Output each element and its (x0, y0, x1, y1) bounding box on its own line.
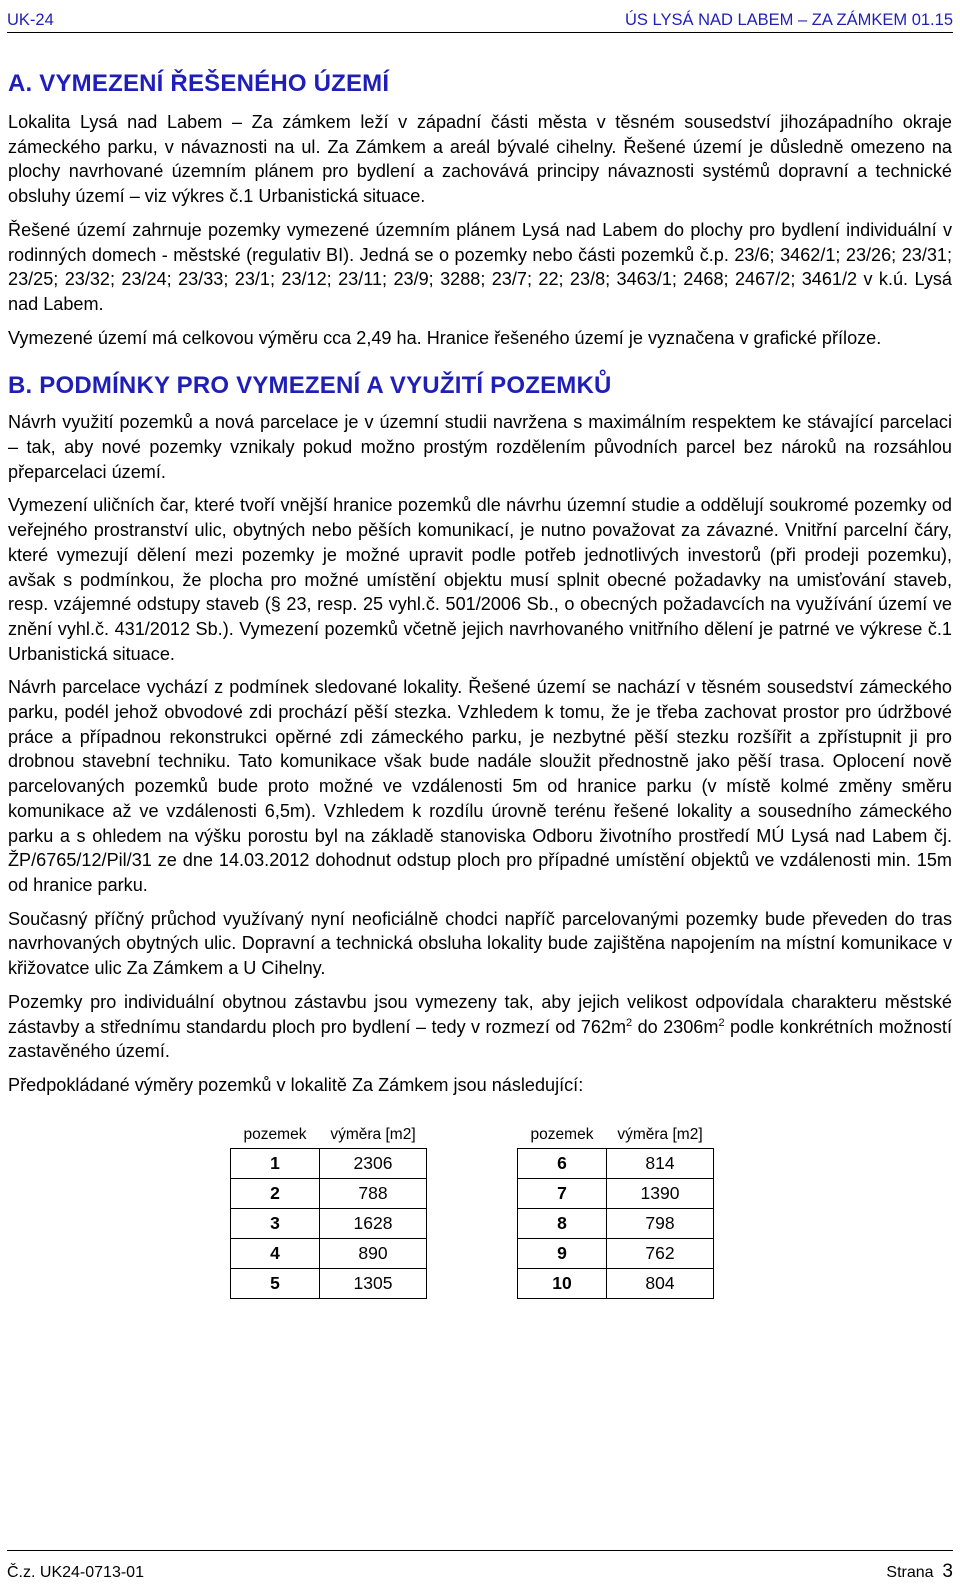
plot-number: 8 (518, 1208, 607, 1238)
section-b-paragraph-6: Předpokládané výměry pozemků v lokalitě Za Zámkem jsou následující: (8, 1074, 584, 1095)
plot-area: 890 (320, 1238, 427, 1268)
section-b-paragraph-1: Návrh využití pozemků a nová parcelace je v územní studii navržena s maximálním respektem ke stávající parcelaci – tak, aby nové pozemky vznikaly pokud možno prostým rozdělením původních parcel bez nároků na rozsáhlou přeparcelaci území. (8, 412, 952, 482)
header-title: ÚS LYSÁ NAD LABEM – ZA ZÁMKEM 01.15 (625, 11, 953, 29)
plot-area: 814 (607, 1148, 714, 1178)
paragraph-5-text-a: Pozemky pro individuální obytnou zástavbu jsou vymezeny tak, aby jejich velikost odpovídala charakteru městské zástavby a střednímu standardu ploch pro bydlení – tedy v rozmezí od 762m (8, 991, 952, 1037)
plot-area: 804 (607, 1268, 714, 1298)
footer-order-number: Č.z. UK24-0713-01 (7, 1564, 144, 1581)
table-row (231, 1268, 427, 1298)
table-header-plot: pozemek (243, 1125, 307, 1143)
page-indicator (886, 1561, 953, 1583)
table-row (518, 1238, 714, 1268)
section-b-paragraph-4: Současný příčný průchod využívaný nyní neoficiálně chodci napříč parcelovanými pozemky bude převeden do tras navrhovaných obytných ulic. Dopravní a technická obsluha lokality bude zajištěna napojením na místní komunikace v křižovatce ulic Za Zámkem a U Cihelny. (8, 908, 952, 979)
section-b-paragraph-2: Vymezení uličních čar, které tvoří vnější hranice pozemků dle návrhu územní studie a oddělují soukromé pozemky od veřejného prostranství ulic, obytných nebo pěších komunikací, je nutno považovat za závazné. Vnitřní parcelní čáry, které vymezují dělení mezi pozemky je možné upravit podle potřeb jednotlivých investorů (při prodeji pozemku), avšak s podmínkou, že plocha pro možné umístění objektu musí splnit obecné požadavky na umisťování staveb, resp. vzájemné odstupy staveb (§ 23, resp. 25 vyhl.č. 501/2006 Sb., o obecných požadavcích na využívání území ve znění vyhl.č. 431/2012 Sb.). Vymezení pozemků včetně jejich navrhovaného vnitřního dělení je patrné ve výkrese č.1 Urbanistická situace. (8, 495, 952, 664)
plot-area: 1628 (320, 1208, 427, 1238)
plot-number: 2 (231, 1178, 320, 1208)
plot-number: 5 (231, 1268, 320, 1298)
plot-area: 1390 (607, 1178, 714, 1208)
plot-number: 10 (518, 1268, 607, 1298)
plot-table-right (517, 1122, 714, 1299)
section-b-paragraph-5 (8, 990, 952, 1064)
plot-number: 9 (518, 1238, 607, 1268)
section-a-paragraph-2: Řešené území zahrnuje pozemky vymezené územním plánem Lysá nad Labem do plochy pro bydlení individuální v rodinných domech - městské (regulativ BI). Jedná se o pozemky nebo části pozemků č.p. 23/6; 3462/1; 23/26; 23/31; 23/25; 23/32; 23/24; 23/33; 23/1; 23/12; 23/11; 23/9; 3288; 23/7; 22; 23/8; 3463/1; 2468; 2467/2; 3461/2 v k.ú. Lysá nad Labem. (8, 219, 952, 314)
section-b-paragraph-3: Návrh parcelace vychází z podmínek sledované lokality. Řešené území se nachází v těsném sousedství zámeckého parku, podél jehož obvodové zdi prochází pěší stezka. Vzhledem k tomu, že je třeba zachovat prostor pro údržbové práce a případnou rekonstrukci opěrné zdi zámeckého parku, je nezbytné pěší stezku rozšířit a zpřístupnit ji pro drobnou stavební techniku. Tato komunikace však bude nadále sloužit přednostně jako pěší trasa. Oplocení nově parcelovaných pozemků bude proto možné ve vzdálenosti 5m od hranice parku (v místě kolmé změny směru komunikace až ve vzdálenosti 6,5m). Vzhledem k rozdílu úrovně terénu řešené lokality a sousedního zámeckého parku a s ohledem na výšku porostu byl na základě stanoviska Odboru životního prostředí MÚ Lysá nad Labem čj. ŽP/6765/12/Pil/31 ze dne 14.03.2012 dohodnut odstup ploch pro případné umístění objektů ve vzdálenosti min. 15m od hranice parku. (8, 677, 952, 895)
plot-area: 798 (607, 1208, 714, 1238)
plot-number: 4 (231, 1238, 320, 1268)
section-a-paragraph-3: Vymezené území má celkovou výměru cca 2,49 ha. Hranice řešeného území je vyznačena v grafické příloze. (8, 327, 882, 348)
table-header-area: výměra [m2] (330, 1125, 416, 1143)
plot-number: 1 (231, 1148, 320, 1178)
table-header-plot: pozemek (530, 1125, 594, 1143)
page-footer (7, 1550, 953, 1583)
paragraph-5-text-c: podle konkrétních možností zastavěného území. (8, 1016, 952, 1062)
header-code: UK-24 (7, 11, 54, 29)
plot-area: 762 (607, 1238, 714, 1268)
table-row (231, 1178, 427, 1208)
table-row (231, 1208, 427, 1238)
plot-number: 3 (231, 1208, 320, 1238)
table-row (518, 1208, 714, 1238)
paragraph-5-text-b: do 2306m (632, 1016, 719, 1037)
table-row (231, 1148, 427, 1178)
plot-area: 1305 (320, 1268, 427, 1298)
plot-area: 788 (320, 1178, 427, 1208)
page-label: Strana (886, 1564, 934, 1581)
superscript-square: 2 (626, 1016, 633, 1029)
table-row (518, 1178, 714, 1208)
table-row (231, 1238, 427, 1268)
table-row (518, 1148, 714, 1178)
section-b-title: B. PODMÍNKY PRO VYMEZENÍ A VYUŽITÍ POZEMKŮ (8, 372, 612, 400)
plot-table-left (230, 1122, 427, 1299)
table-row (518, 1268, 714, 1298)
section-a-title: A. VYMEZENÍ ŘEŠENÉHO ÚZEMÍ (8, 70, 390, 97)
page-number: 3 (942, 1561, 953, 1582)
document-body (8, 70, 952, 1299)
plot-number: 6 (518, 1148, 607, 1178)
section-a-paragraph-1: Lokalita Lysá nad Labem – Za zámkem leží v západní části města v těsném sousedství jihozápadního okraje zámeckého parku, v návaznosti na ul. Za Zámkem a areál bývalé cihelny. Řešené území je důsledně omezeno na plochy navrhované územním plánem pro bydlení a zachovává principy návaznosti systémů dopravní a technické obsluhy území – viz výkres č.1 Urbanistická situace. (8, 112, 952, 207)
plot-number: 7 (518, 1178, 607, 1208)
plot-area-tables (230, 1122, 952, 1299)
table-header-area: výměra [m2] (617, 1125, 703, 1143)
plot-area: 2306 (320, 1148, 427, 1178)
superscript-square: 2 (718, 1016, 725, 1029)
page-header (7, 4, 953, 33)
